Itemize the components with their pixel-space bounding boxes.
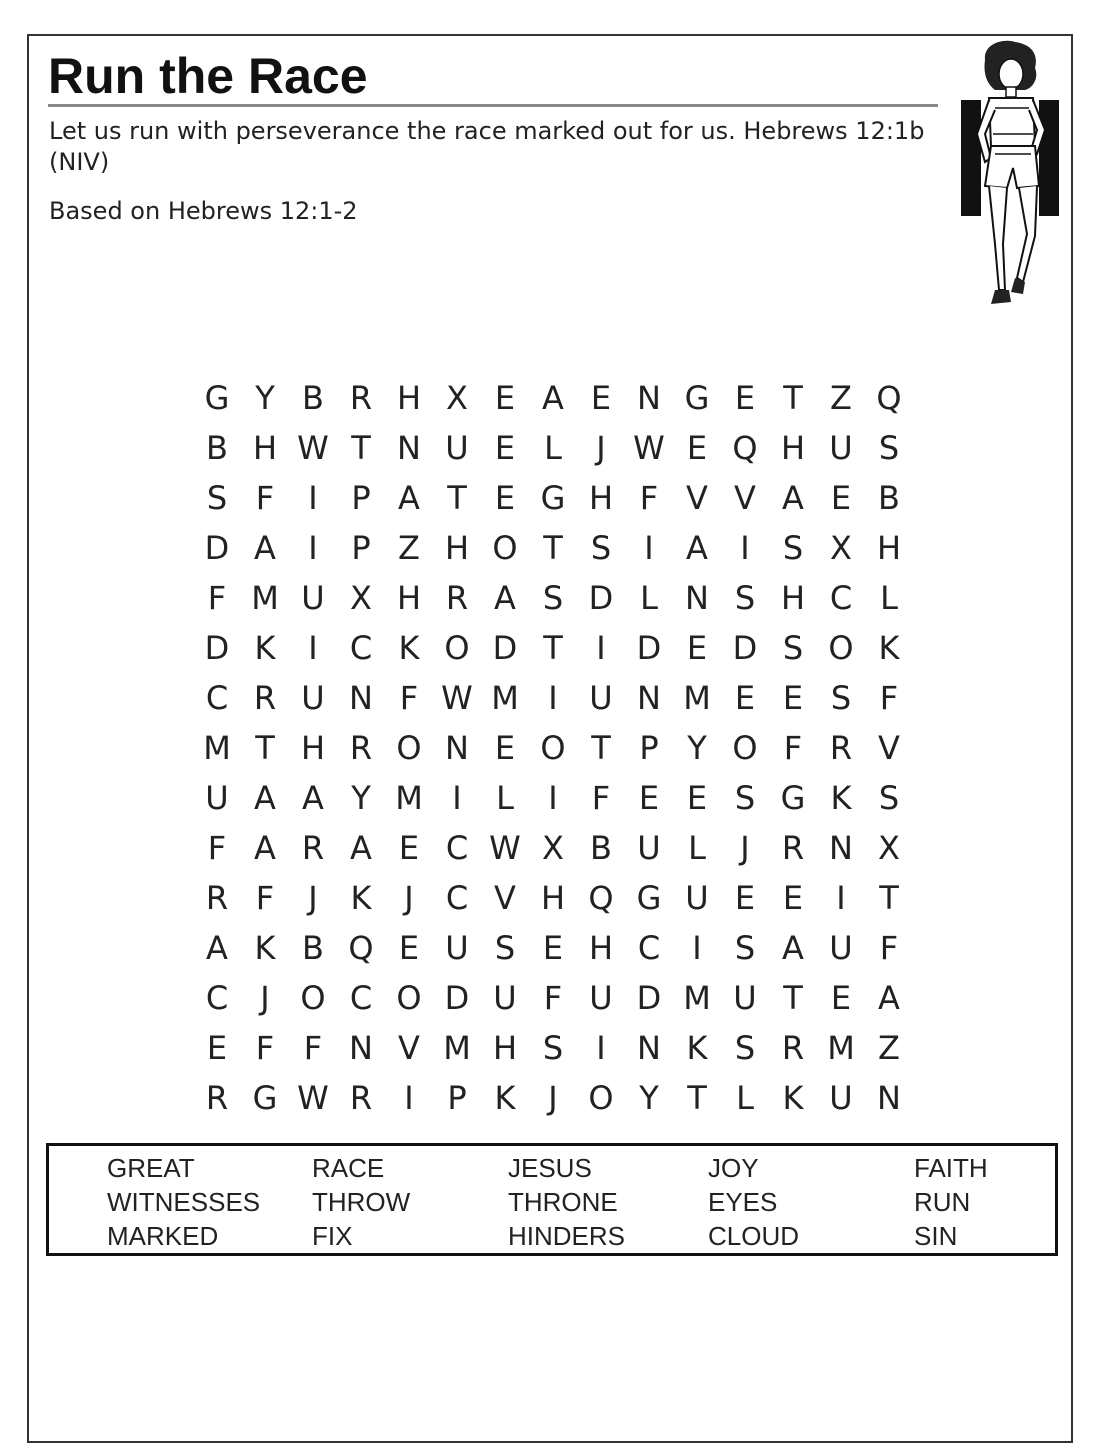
grid-letter: U <box>829 929 853 967</box>
grid-letter: C <box>205 979 229 1017</box>
grid-letter: F <box>303 1029 323 1067</box>
grid-letter: V <box>878 729 900 767</box>
grid-letter: N <box>877 1079 901 1117</box>
grid-letter: E <box>590 379 612 417</box>
grid-letter: E <box>686 629 708 667</box>
word-bank-item: THROW <box>312 1187 411 1217</box>
grid-letter: E <box>782 679 804 717</box>
grid-letter: E <box>542 929 564 967</box>
grid-letter: Q <box>348 929 374 967</box>
grid-letter: C <box>349 629 373 667</box>
grid-letter: V <box>734 479 756 517</box>
grid-letter: T <box>351 429 371 467</box>
grid-letter: Z <box>830 379 852 417</box>
grid-letter: S <box>206 479 228 517</box>
grid-letter: E <box>398 929 420 967</box>
grid-letter: A <box>686 529 708 567</box>
grid-letter: E <box>494 429 516 467</box>
grid-letter: S <box>734 579 756 617</box>
grid-letter: M <box>827 1029 855 1067</box>
grid-row <box>193 823 913 873</box>
grid-letter: G <box>780 779 806 817</box>
grid-letter: N <box>445 729 469 767</box>
grid-letter: F <box>543 979 563 1017</box>
word-bank-item: SIN <box>914 1221 958 1251</box>
grid-letter: N <box>637 679 661 717</box>
grid-letter: U <box>445 929 469 967</box>
grid-letter: A <box>350 829 372 867</box>
grid-letter: H <box>588 479 614 517</box>
grid-letter: G <box>204 379 230 417</box>
grid-letter: L <box>688 829 706 867</box>
grid-letter: I <box>548 779 558 817</box>
grid-letter: F <box>207 829 227 867</box>
grid-letter: E <box>686 779 708 817</box>
grid-letter: R <box>349 379 373 417</box>
grid-letter: V <box>398 1029 420 1067</box>
grid-row <box>193 1073 913 1123</box>
grid-letter: A <box>542 379 564 417</box>
grid-letter: I <box>308 529 318 567</box>
grid-letter: L <box>544 429 562 467</box>
grid-letter: E <box>830 479 852 517</box>
word-bank-item: HINDERS <box>508 1221 626 1251</box>
grid-letter: C <box>349 979 373 1017</box>
based-on-text: Based on Hebrews 12:1-2 <box>49 197 358 225</box>
grid-letter: L <box>496 779 514 817</box>
grid-letter: J <box>548 1079 558 1117</box>
grid-row <box>193 923 913 973</box>
grid-letter: M <box>251 579 279 617</box>
grid-letter: K <box>254 929 276 967</box>
grid-letter: D <box>636 979 662 1017</box>
grid-letter: H <box>588 929 614 967</box>
grid-letter: O <box>300 979 326 1017</box>
grid-letter: E <box>206 1029 228 1067</box>
grid-letter: T <box>255 729 275 767</box>
grid-letter: H <box>396 579 422 617</box>
grid-letter: I <box>548 679 558 717</box>
grid-letter: U <box>301 579 325 617</box>
grid-letter: E <box>494 479 516 517</box>
grid-letter: I <box>836 879 846 917</box>
grid-letter: E <box>734 679 756 717</box>
grid-letter: R <box>349 1079 373 1117</box>
grid-letter: Q <box>876 379 902 417</box>
grid-letter: D <box>204 629 230 667</box>
grid-letter: R <box>829 729 853 767</box>
grid-letter: A <box>254 829 276 867</box>
grid-letter: A <box>254 529 276 567</box>
grid-letter: B <box>590 829 612 867</box>
grid-letter: U <box>493 979 517 1017</box>
grid-letter: X <box>350 579 372 617</box>
grid-letter: U <box>637 829 661 867</box>
grid-letter: X <box>878 829 900 867</box>
grid-letter: M <box>491 679 519 717</box>
grid-letter: O <box>588 1079 614 1117</box>
grid-letter: T <box>447 479 467 517</box>
grid-row <box>193 773 913 823</box>
grid-letter: I <box>740 529 750 567</box>
grid-letter: G <box>684 379 710 417</box>
grid-letter: N <box>349 679 373 717</box>
grid-letter: F <box>879 929 899 967</box>
grid-letter: T <box>543 629 563 667</box>
grid-letter: P <box>447 1079 467 1117</box>
grid-letter: N <box>349 1029 373 1067</box>
word-bank-item: GREAT <box>107 1153 195 1183</box>
title-divider <box>48 104 938 107</box>
grid-letter: E <box>734 379 756 417</box>
grid-row <box>193 623 913 673</box>
grid-letter: H <box>492 1029 518 1067</box>
grid-letter: E <box>686 429 708 467</box>
grid-letter: F <box>255 1029 275 1067</box>
grid-letter: N <box>637 1029 661 1067</box>
grid-letter: O <box>828 629 854 667</box>
grid-letter: Z <box>878 1029 900 1067</box>
grid-row <box>193 523 913 573</box>
grid-letter: T <box>687 1079 707 1117</box>
grid-letter: D <box>732 629 758 667</box>
grid-row <box>193 973 913 1023</box>
grid-letter: B <box>206 429 228 467</box>
grid-letter: C <box>445 879 469 917</box>
word-bank-item: RUN <box>914 1187 971 1217</box>
grid-letter: K <box>878 629 900 667</box>
grid-letter: P <box>351 529 371 567</box>
grid-letter: F <box>879 679 899 717</box>
word-bank-item: JOY <box>708 1153 759 1183</box>
grid-letter: O <box>444 629 470 667</box>
grid-letter: X <box>542 829 564 867</box>
grid-letter: R <box>301 829 325 867</box>
grid-letter: V <box>686 479 708 517</box>
grid-letter: S <box>782 629 804 667</box>
grid-letter: S <box>494 929 516 967</box>
grid-letter: Q <box>732 429 758 467</box>
word-bank-item: FAITH <box>914 1153 988 1183</box>
grid-letter: J <box>596 429 606 467</box>
grid-letter: T <box>591 729 611 767</box>
grid-letter: G <box>540 479 566 517</box>
grid-letter: I <box>692 929 702 967</box>
grid-letter: B <box>878 479 900 517</box>
grid-letter: W <box>297 429 329 467</box>
grid-letter: F <box>639 479 659 517</box>
grid-letter: E <box>638 779 660 817</box>
grid-letter: S <box>782 529 804 567</box>
grid-letter: S <box>734 1029 756 1067</box>
grid-letter: T <box>543 529 563 567</box>
word-bank-item: CLOUD <box>708 1221 800 1251</box>
grid-letter: W <box>297 1079 329 1117</box>
grid-letter: X <box>446 379 468 417</box>
grid-letter: U <box>205 779 229 817</box>
grid-letter: F <box>255 479 275 517</box>
word-bank-item: WITNESSES <box>107 1187 261 1217</box>
grid-letter: H <box>876 529 902 567</box>
grid-letter: R <box>205 1079 229 1117</box>
grid-letter: H <box>540 879 566 917</box>
grid-letter: D <box>204 529 230 567</box>
grid-letter: X <box>830 529 852 567</box>
grid-letter: O <box>540 729 566 767</box>
grid-letter: H <box>780 429 806 467</box>
grid-letter: J <box>404 879 414 917</box>
grid-letter: F <box>255 879 275 917</box>
scripture-verse: Let us run with perseverance the race marked out for us. Hebrews 12:1b (NIV) <box>49 117 925 176</box>
grid-letter: E <box>494 729 516 767</box>
grid-letter: A <box>878 979 900 1017</box>
grid-letter: R <box>205 879 229 917</box>
grid-letter: O <box>396 979 422 1017</box>
grid-letter: L <box>640 579 658 617</box>
grid-letter: S <box>878 429 900 467</box>
grid-letter: L <box>736 1079 754 1117</box>
grid-row <box>193 673 913 723</box>
grid-letter: K <box>350 879 372 917</box>
grid-letter: K <box>686 1029 708 1067</box>
grid-letter: T <box>879 879 899 917</box>
grid-letter: I <box>404 1079 414 1117</box>
grid-letter: C <box>637 929 661 967</box>
grid-letter: U <box>733 979 757 1017</box>
grid-letter: K <box>782 1079 804 1117</box>
grid-letter: R <box>349 729 373 767</box>
grid-letter: A <box>782 479 804 517</box>
grid-letter: P <box>639 729 659 767</box>
grid-letter: R <box>781 829 805 867</box>
grid-letter: F <box>783 729 803 767</box>
grid-letter: E <box>782 879 804 917</box>
page-title: Run the Race <box>48 48 368 104</box>
grid-letter: R <box>781 1029 805 1067</box>
grid-letter: I <box>596 629 606 667</box>
grid-letter: U <box>589 679 613 717</box>
grid-letter: U <box>685 879 709 917</box>
grid-letter: T <box>783 979 803 1017</box>
grid-letter: I <box>644 529 654 567</box>
grid-letter: J <box>308 879 318 917</box>
grid-letter: F <box>591 779 611 817</box>
grid-letter: Y <box>351 779 371 817</box>
grid-letter: I <box>308 479 318 517</box>
grid-letter: D <box>588 579 614 617</box>
word-bank-item: MARKED <box>107 1221 219 1251</box>
grid-letter: Z <box>398 529 420 567</box>
grid-letter: E <box>830 979 852 1017</box>
word-bank <box>46 1143 1058 1256</box>
grid-letter: U <box>829 1079 853 1117</box>
grid-letter: R <box>445 579 469 617</box>
grid-letter: H <box>300 729 326 767</box>
grid-letter: N <box>829 829 853 867</box>
runner-illustration <box>955 38 1065 333</box>
grid-letter: K <box>494 1079 516 1117</box>
grid-letter: Y <box>687 729 707 767</box>
grid-letter: Y <box>255 379 275 417</box>
grid-letter: U <box>589 979 613 1017</box>
grid-row <box>193 723 913 773</box>
grid-letter: K <box>398 629 420 667</box>
grid-letter: U <box>445 429 469 467</box>
grid-row <box>193 873 913 923</box>
word-bank-item: THRONE <box>508 1187 618 1217</box>
grid-letter: G <box>636 879 662 917</box>
grid-letter: E <box>734 879 756 917</box>
grid-row <box>193 373 913 423</box>
grid-letter: W <box>633 429 665 467</box>
grid-letter: N <box>397 429 421 467</box>
grid-letter: A <box>302 779 324 817</box>
grid-letter: K <box>254 629 276 667</box>
grid-row <box>193 473 913 523</box>
grid-letter: S <box>734 929 756 967</box>
grid-letter: S <box>542 1029 564 1067</box>
grid-letter: M <box>395 779 423 817</box>
word-search-grid <box>193 373 913 1123</box>
grid-letter: S <box>734 779 756 817</box>
grid-letter: R <box>253 679 277 717</box>
grid-letter: D <box>636 629 662 667</box>
grid-letter: I <box>596 1029 606 1067</box>
grid-letter: N <box>637 379 661 417</box>
grid-letter: A <box>494 579 516 617</box>
grid-letter: E <box>398 829 420 867</box>
grid-letter: T <box>783 379 803 417</box>
grid-letter: M <box>443 1029 471 1067</box>
grid-letter: L <box>880 579 898 617</box>
word-bank-item: RACE <box>312 1153 385 1183</box>
grid-letter: D <box>444 979 470 1017</box>
grid-letter: A <box>206 929 228 967</box>
grid-letter: S <box>830 679 852 717</box>
grid-letter: B <box>302 929 324 967</box>
grid-letter: J <box>740 829 750 867</box>
grid-letter: V <box>494 879 516 917</box>
grid-letter: H <box>252 429 278 467</box>
word-bank-item: FIX <box>312 1221 353 1251</box>
grid-letter: O <box>732 729 758 767</box>
grid-letter: H <box>444 529 470 567</box>
grid-letter: J <box>260 979 270 1017</box>
grid-letter: S <box>590 529 612 567</box>
grid-letter: O <box>396 729 422 767</box>
grid-row <box>193 1023 913 1073</box>
grid-letter: S <box>542 579 564 617</box>
grid-letter: P <box>351 479 371 517</box>
grid-letter: I <box>308 629 318 667</box>
grid-letter: O <box>492 529 518 567</box>
grid-letter: A <box>398 479 420 517</box>
grid-letter: C <box>205 679 229 717</box>
grid-letter: U <box>301 679 325 717</box>
grid-letter: A <box>254 779 276 817</box>
grid-letter: C <box>445 829 469 867</box>
grid-letter: C <box>829 579 853 617</box>
grid-letter: W <box>489 829 521 867</box>
grid-letter: M <box>203 729 231 767</box>
grid-letter: B <box>302 379 324 417</box>
grid-letter: F <box>399 679 419 717</box>
grid-letter: M <box>683 679 711 717</box>
grid-letter: S <box>878 779 900 817</box>
grid-letter: K <box>830 779 852 817</box>
grid-letter: N <box>685 579 709 617</box>
grid-letter: I <box>452 779 462 817</box>
grid-letter: U <box>829 429 853 467</box>
grid-letter: F <box>207 579 227 617</box>
grid-letter: Y <box>639 1079 659 1117</box>
grid-letter: H <box>396 379 422 417</box>
grid-letter: A <box>782 929 804 967</box>
grid-letter: Q <box>588 879 614 917</box>
grid-row <box>193 423 913 473</box>
grid-row <box>193 573 913 623</box>
grid-letter: D <box>492 629 518 667</box>
word-bank-item: JESUS <box>508 1153 592 1183</box>
word-bank-item: EYES <box>708 1187 778 1217</box>
grid-letter: H <box>780 579 806 617</box>
grid-letter: G <box>252 1079 278 1117</box>
grid-letter: E <box>494 379 516 417</box>
grid-letter: W <box>441 679 473 717</box>
grid-letter: M <box>683 979 711 1017</box>
